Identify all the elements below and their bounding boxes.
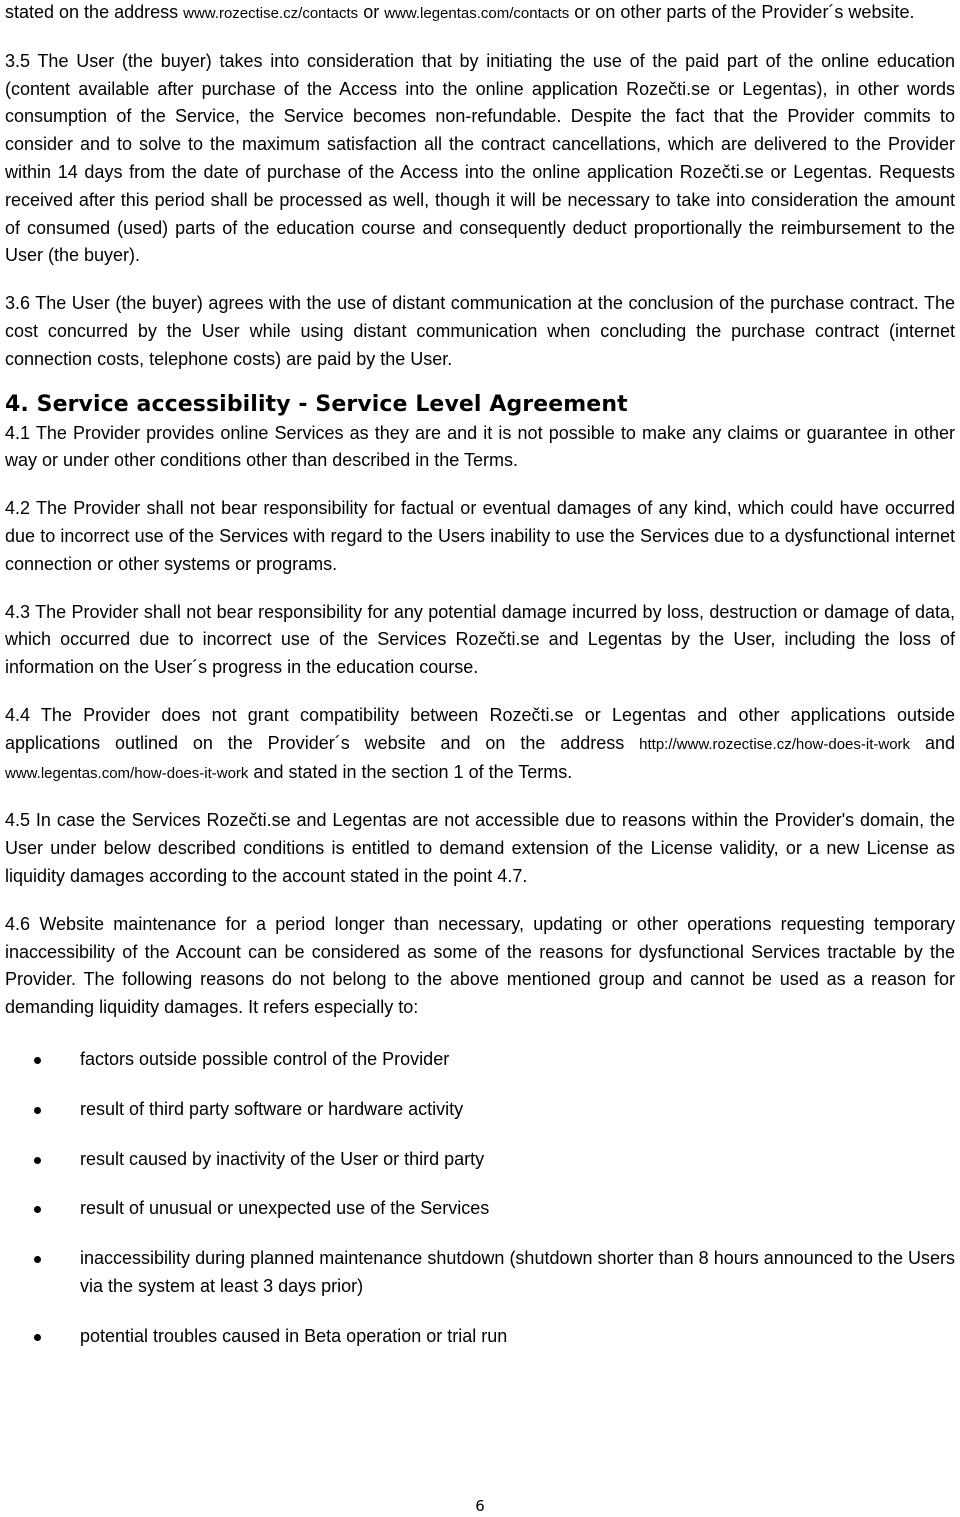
list-item bbox=[5, 1323, 955, 1351]
text-run: and bbox=[910, 732, 955, 753]
paragraph-3-6: 3.6 The User (the buyer) agrees with the use of distant communication at the conclusion of the purchase contract. The cost concurred by the User while using distant communication when concluding the purchase contract (internet connection costs, telephone costs) are paid by the User. bbox=[5, 293, 955, 369]
paragraph-4-6: 4.6 Website maintenance for a period longer than necessary, updating or other operations requesting temporary inaccessibility of the Account can be considered as some of the reasons for dysfunctional Services tractable by the Provider. The following reasons do not belong to the above mentioned group and cannot be used as a reason for demanding liquidity damages. It refers especially to: bbox=[5, 913, 955, 1018]
bullet-icon bbox=[34, 1256, 41, 1263]
list-item-text: result of unusual or unexpected use of the Services bbox=[80, 1198, 490, 1219]
bullet-icon bbox=[34, 1057, 41, 1064]
text-run: 4.4 The Provider does not grant compatibility between Rozečti.se or Legentas and other applications outside applications outlined on the Provider´s website and on the address bbox=[5, 704, 955, 753]
paragraph-3-5: 3.5 The User (the buyer) takes into consideration that by initiating the use of the paid part of the online education (content available after purchase of the Access into the online application Rozečti.se or Legentas), in other words consumption of the Service, the Service becomes non-refundable. Despite the fact that the Provider commits to consider and to solve to the maximum satisfaction all the contract cancellations, which are delivered to the Provider within 14 days from the date of purchase of the Access into the online application Rozečti.se or Legentas. Requests received after this period shall be processed as well, though it will be necessary to take into consideration the amount of consumed (used) parts of the education course and consequently deduct proportionally the reimbursement to the User (the buyer). bbox=[5, 50, 955, 266]
bullet-icon bbox=[34, 1157, 41, 1164]
paragraph-4-4 bbox=[5, 702, 955, 787]
bullet-icon bbox=[34, 1107, 41, 1114]
paragraph-4-1: 4.1 The Provider provides online Services as they are and it is not possible to make any claims or guarantee in other way or under other conditions other than described in the Terms. bbox=[5, 422, 955, 471]
list-item bbox=[5, 1245, 955, 1301]
page-number: 6 bbox=[475, 1497, 485, 1515]
bullet-icon bbox=[34, 1334, 41, 1341]
paragraph-4-5: 4.5 In case the Services Rozečti.se and Legentas are not accessible due to reasons within the Provider's domain, the User under below described conditions is entitled to demand extension of the License validity, or a new License as liquidity damages according to the account stated in the point 4.7. bbox=[5, 810, 955, 886]
how-it-works-url-rozectise: http://www.rozectise.cz/how-does-it-work bbox=[639, 735, 911, 753]
text-run: or bbox=[358, 2, 385, 22]
list-item-text: result of third party software or hardware activity bbox=[80, 1098, 464, 1119]
bullet-icon bbox=[34, 1206, 41, 1213]
document-page bbox=[5, 0, 955, 1372]
contacts-url-rozectise: www.rozectise.cz/contacts bbox=[183, 5, 359, 22]
list-item-text: inaccessibility during planned maintenance shutdown (shutdown shorter than 8 hours announced to the Users via the system at least 3 days prior) bbox=[80, 1248, 955, 1296]
text-run: or on other parts of the Provider´s website. bbox=[569, 2, 915, 22]
list-item bbox=[5, 1096, 955, 1124]
list-item-text: factors outside possible control of the Provider bbox=[80, 1048, 450, 1069]
list-item bbox=[5, 1195, 955, 1223]
paragraph-4-2: 4.2 The Provider shall not bear responsibility for factual or eventual damages of any kind, which could have occurred due to incorrect use of the Services with regard to the Users inability to use the Services due to a dysfunctional internet connection or other systems or programs. bbox=[5, 498, 955, 574]
text-run: stated on the address bbox=[5, 2, 184, 22]
how-it-works-url-legentas: www.legentas.com/how-does-it-work bbox=[5, 764, 249, 782]
list-item-text: potential troubles caused in Beta operation or trial run bbox=[80, 1325, 508, 1346]
list-item bbox=[5, 1046, 955, 1074]
text-run: and stated in the section 1 of the Terms. bbox=[248, 761, 573, 782]
list-item-text: result caused by inactivity of the User or third party bbox=[80, 1148, 485, 1169]
list-item bbox=[5, 1146, 955, 1174]
section-4-heading: 4. Service accessibility - Service Level Agreement bbox=[5, 391, 628, 417]
paragraph-3-4-tail bbox=[5, 0, 955, 28]
contacts-url-legentas: www.legentas.com/contacts bbox=[384, 5, 570, 22]
reasons-list bbox=[5, 1046, 955, 1351]
paragraph-4-3: 4.3 The Provider shall not bear responsibility for any potential damage incurred by loss, destruction or damage of data, which occurred due to incorrect use of the Services Rozečti.se and Legentas by the User, including the loss of information on the User´s progress in the education course. bbox=[5, 601, 955, 678]
